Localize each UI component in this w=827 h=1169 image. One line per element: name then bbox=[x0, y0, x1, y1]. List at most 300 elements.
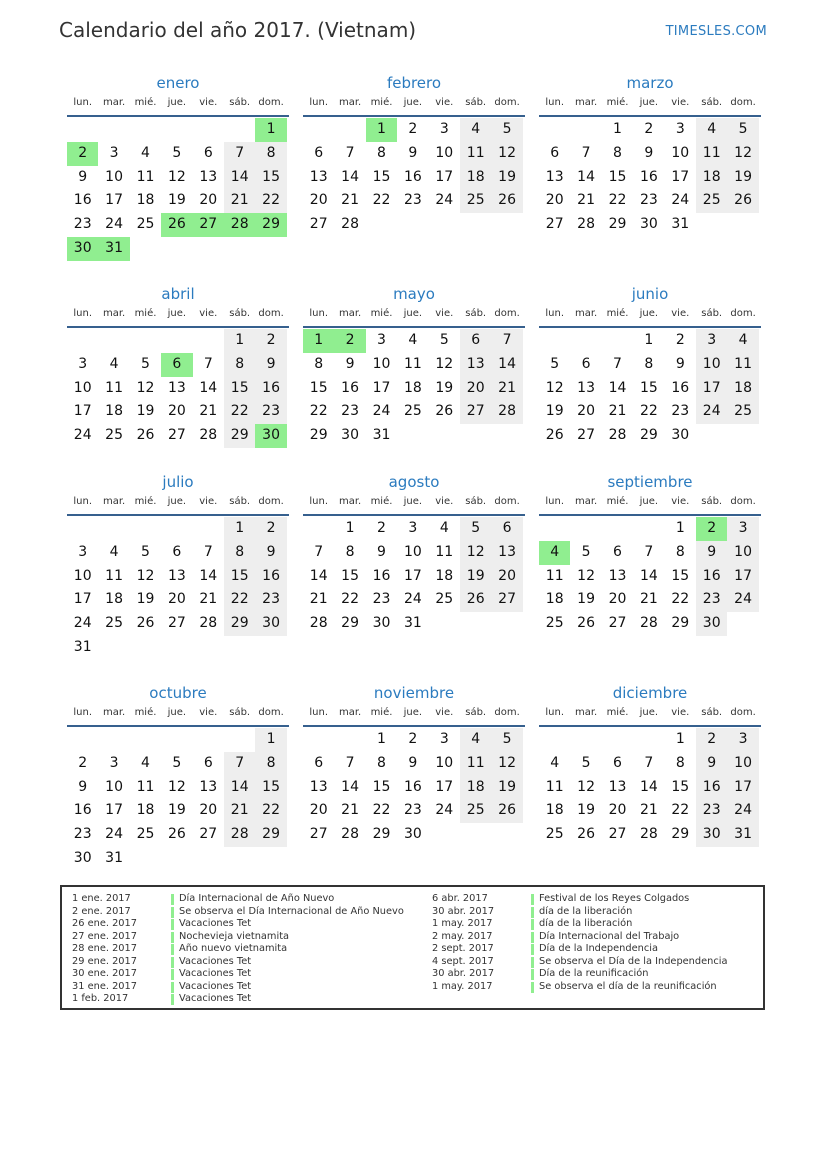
holiday-date: 27 ene. 2017 bbox=[72, 930, 138, 942]
day-cell: 15 bbox=[671, 778, 690, 795]
day-cell: 23 bbox=[73, 826, 92, 843]
weekday-label: mié. bbox=[606, 496, 629, 507]
day-cell: 23 bbox=[73, 216, 92, 233]
day-cell: 9 bbox=[78, 168, 88, 185]
day-cell: 14 bbox=[224, 776, 255, 800]
day-cell: 3 bbox=[109, 754, 119, 771]
day-cell: 13 bbox=[460, 353, 491, 377]
brand-link[interactable]: TIMESLES.COM bbox=[665, 24, 767, 39]
day-cell: 2 bbox=[696, 517, 727, 541]
day-cell: 24 bbox=[105, 826, 123, 843]
weekday-label: mié. bbox=[370, 707, 393, 718]
weekday-label: lun. bbox=[545, 707, 565, 718]
day-cell: 27 bbox=[193, 213, 224, 237]
day-cell: 26 bbox=[136, 615, 155, 632]
holiday-name: Año nuevo vietnamita bbox=[179, 943, 288, 954]
day-cell: 4 bbox=[539, 541, 570, 565]
weekday-label: lun. bbox=[73, 707, 93, 718]
day-cell: 12 bbox=[167, 168, 186, 185]
day-cell: 17 bbox=[403, 567, 422, 584]
day-cell: 12 bbox=[136, 379, 155, 396]
month-name: diciembre bbox=[612, 684, 688, 702]
day-cell: 1 bbox=[675, 731, 685, 747]
day-cell: 28 bbox=[199, 615, 218, 632]
day-cell: 6 bbox=[613, 754, 622, 771]
weekday-label: sáb. bbox=[229, 97, 251, 108]
day-cell: 15 bbox=[255, 776, 286, 800]
weekday-label: mié. bbox=[134, 97, 157, 108]
day-cell: 7 bbox=[613, 355, 622, 372]
day-cell: 1 bbox=[255, 728, 286, 752]
day-cell: 17 bbox=[105, 802, 123, 819]
day-cell: 16 bbox=[403, 168, 422, 185]
holiday-marker bbox=[171, 919, 174, 930]
weekday-label: dom. bbox=[730, 496, 756, 507]
day-cell: 8 bbox=[644, 355, 654, 372]
day-cell: 4 bbox=[141, 144, 150, 161]
holiday-name: Se observa el día de la reunificación bbox=[539, 980, 717, 992]
day-cell: 31 bbox=[727, 823, 758, 847]
day-cell: 21 bbox=[341, 802, 359, 819]
day-cell: 25 bbox=[460, 799, 491, 823]
day-cell: 22 bbox=[671, 591, 690, 608]
day-cell: 11 bbox=[403, 355, 422, 372]
weekday-label: sáb. bbox=[465, 496, 487, 507]
day-cell: 29 bbox=[671, 615, 690, 632]
weekday-label: mié. bbox=[606, 97, 629, 108]
day-cell: 25 bbox=[105, 427, 123, 444]
day-cell: 4 bbox=[109, 543, 119, 560]
day-cell: 8 bbox=[255, 752, 286, 776]
day-cell: 17 bbox=[671, 168, 690, 185]
holiday-name: día de la liberación bbox=[539, 905, 633, 917]
day-cell: 8 bbox=[613, 144, 622, 161]
day-cell: 6 bbox=[460, 329, 491, 353]
day-cell: 11 bbox=[460, 142, 491, 166]
day-cell: 10 bbox=[73, 567, 92, 584]
holiday-name: Festival de los Reyes Colgados bbox=[539, 893, 690, 904]
holiday-date: 30 abr. 2017 bbox=[432, 968, 495, 979]
day-cell: 11 bbox=[136, 168, 155, 185]
day-cell: 23 bbox=[403, 192, 422, 209]
weekday-label: sáb. bbox=[701, 496, 723, 507]
day-cell: 1 bbox=[613, 121, 622, 137]
weekday-label: sáb. bbox=[465, 308, 487, 319]
day-cell: 9 bbox=[408, 754, 418, 771]
day-cell: 25 bbox=[136, 216, 155, 233]
day-cell: 8 bbox=[255, 142, 286, 166]
weekday-label: dom. bbox=[258, 308, 284, 319]
day-cell: 22 bbox=[309, 403, 328, 420]
day-cell: 29 bbox=[309, 427, 328, 444]
weekday-label: lun. bbox=[545, 496, 565, 507]
day-cell: 4 bbox=[550, 754, 560, 771]
day-cell: 21 bbox=[224, 799, 255, 823]
weekday-label: sáb. bbox=[701, 707, 723, 718]
day-cell: 29 bbox=[341, 615, 359, 632]
day-cell: 22 bbox=[255, 189, 286, 213]
day-cell: 14 bbox=[341, 778, 359, 795]
day-cell: 12 bbox=[460, 541, 491, 565]
day-cell: 29 bbox=[372, 826, 391, 843]
day-cell: 2 bbox=[78, 754, 88, 771]
page-title: Calendario del año 2017. (Vietnam) bbox=[59, 18, 417, 42]
day-cell: 27 bbox=[608, 615, 627, 632]
day-cell: 24 bbox=[73, 615, 92, 632]
weekday-label: vie. bbox=[435, 496, 454, 507]
day-cell: 26 bbox=[545, 427, 564, 444]
day-cell: 24 bbox=[435, 192, 454, 209]
day-cell: 19 bbox=[491, 166, 522, 190]
weekday-label: lun. bbox=[309, 308, 329, 319]
day-cell: 18 bbox=[136, 192, 155, 209]
day-cell: 5 bbox=[141, 543, 150, 560]
day-cell: 28 bbox=[341, 826, 359, 843]
day-cell: 3 bbox=[377, 332, 386, 348]
day-cell: 5 bbox=[172, 144, 182, 161]
weekday-label: vie. bbox=[671, 496, 690, 507]
holiday-marker bbox=[171, 944, 174, 955]
holiday-marker bbox=[171, 969, 174, 980]
weekday-label: vie. bbox=[199, 97, 218, 108]
day-cell: 27 bbox=[167, 427, 186, 444]
holiday-marker bbox=[171, 994, 174, 1005]
day-cell: 12 bbox=[136, 567, 155, 584]
month-divider bbox=[67, 514, 289, 516]
day-cell: 8 bbox=[675, 543, 685, 560]
month-divider bbox=[539, 514, 761, 516]
day-cell: 15 bbox=[309, 379, 328, 396]
day-cell: 30 bbox=[671, 427, 690, 444]
day-cell: 12 bbox=[435, 355, 454, 372]
weekday-label: vie. bbox=[199, 308, 218, 319]
weekday-label: mié. bbox=[134, 496, 157, 507]
holiday-date: 1 may. 2017 bbox=[432, 980, 493, 992]
day-cell: 12 bbox=[727, 142, 758, 166]
weekday-label: vie. bbox=[435, 97, 454, 108]
day-cell: 24 bbox=[403, 591, 422, 608]
day-cell: 29 bbox=[639, 427, 658, 444]
day-cell: 17 bbox=[727, 565, 758, 589]
day-cell: 24 bbox=[372, 403, 391, 420]
day-cell: 3 bbox=[78, 543, 88, 560]
day-cell: 24 bbox=[671, 192, 690, 209]
day-cell: 28 bbox=[577, 216, 595, 233]
day-cell: 19 bbox=[491, 776, 522, 800]
weekday-label: sáb. bbox=[229, 496, 251, 507]
day-cell: 23 bbox=[255, 400, 286, 424]
weekday-label: vie. bbox=[435, 308, 454, 319]
month-divider bbox=[539, 725, 761, 727]
day-cell: 27 bbox=[460, 400, 491, 424]
holiday-date: 30 abr. 2017 bbox=[432, 905, 495, 917]
day-cell: 8 bbox=[345, 543, 355, 560]
day-cell: 20 bbox=[577, 403, 595, 420]
day-cell: 9 bbox=[255, 541, 286, 565]
day-cell: 30 bbox=[73, 850, 92, 866]
day-cell: 6 bbox=[203, 144, 213, 161]
day-cell: 17 bbox=[73, 403, 92, 420]
day-cell: 11 bbox=[727, 353, 758, 377]
day-cell: 8 bbox=[314, 355, 324, 372]
day-cell: 12 bbox=[491, 142, 522, 166]
day-cell: 4 bbox=[460, 728, 491, 752]
day-cell: 23 bbox=[639, 192, 658, 209]
day-cell: 24 bbox=[727, 588, 758, 612]
day-cell: 16 bbox=[73, 802, 92, 819]
day-cell: 30 bbox=[696, 612, 727, 636]
weekday-label: jue. bbox=[167, 97, 187, 108]
day-cell: 15 bbox=[372, 168, 391, 185]
day-cell: 7 bbox=[314, 543, 324, 560]
day-cell: 17 bbox=[372, 379, 391, 396]
day-cell: 16 bbox=[255, 377, 286, 401]
day-cell: 6 bbox=[314, 144, 324, 161]
day-cell: 10 bbox=[727, 752, 758, 776]
day-cell: 26 bbox=[577, 615, 595, 632]
day-cell: 28 bbox=[199, 427, 218, 444]
day-cell: 20 bbox=[309, 802, 328, 819]
day-cell: 20 bbox=[199, 192, 218, 209]
day-cell: 10 bbox=[696, 353, 727, 377]
day-cell: 26 bbox=[161, 213, 192, 237]
weekday-label: vie. bbox=[199, 707, 218, 718]
weekday-label: sáb. bbox=[701, 308, 723, 319]
day-cell: 6 bbox=[581, 355, 591, 372]
day-cell: 25 bbox=[460, 189, 491, 213]
day-cell: 13 bbox=[309, 778, 328, 795]
day-cell: 31 bbox=[372, 427, 391, 444]
day-cell: 13 bbox=[608, 567, 627, 584]
holiday-name: Día Internacional de Año Nuevo bbox=[179, 893, 335, 904]
day-cell: 8 bbox=[224, 353, 255, 377]
day-cell: 2 bbox=[696, 728, 727, 752]
holiday-date: 1 ene. 2017 bbox=[72, 893, 131, 904]
day-cell: 7 bbox=[203, 355, 213, 372]
day-cell: 26 bbox=[727, 189, 758, 213]
day-cell: 14 bbox=[639, 778, 658, 795]
month-name: enero bbox=[156, 74, 200, 92]
day-cell: 23 bbox=[372, 591, 391, 608]
day-cell: 16 bbox=[73, 192, 92, 209]
holiday-marker bbox=[171, 957, 174, 968]
day-cell: 18 bbox=[460, 776, 491, 800]
day-cell: 28 bbox=[491, 400, 522, 424]
holiday-date: 2 may. 2017 bbox=[432, 930, 493, 942]
weekday-label: mar. bbox=[338, 496, 362, 507]
day-cell: 21 bbox=[639, 802, 658, 819]
day-cell: 24 bbox=[696, 400, 727, 424]
month-divider bbox=[67, 115, 289, 117]
day-cell: 12 bbox=[577, 567, 595, 584]
weekday-label: sáb. bbox=[229, 308, 251, 319]
month-divider bbox=[303, 725, 525, 727]
day-cell: 3 bbox=[727, 728, 758, 752]
day-cell: 6 bbox=[613, 543, 622, 560]
day-cell: 14 bbox=[577, 168, 595, 185]
day-cell: 13 bbox=[545, 168, 564, 185]
day-cell: 24 bbox=[73, 427, 92, 444]
day-cell: 26 bbox=[491, 799, 522, 823]
day-cell: 7 bbox=[224, 142, 255, 166]
month-divider bbox=[303, 514, 525, 516]
weekday-label: jue. bbox=[403, 496, 423, 507]
day-cell: 30 bbox=[372, 615, 391, 632]
weekday-label: dom. bbox=[494, 97, 520, 108]
weekday-label: vie. bbox=[671, 308, 690, 319]
day-cell: 13 bbox=[167, 567, 186, 584]
weekday-label: vie. bbox=[435, 707, 454, 718]
weekday-label: lun. bbox=[545, 308, 565, 319]
month-name: abril bbox=[161, 285, 195, 303]
day-cell: 28 bbox=[341, 216, 359, 233]
day-cell: 21 bbox=[577, 192, 595, 209]
holiday-date: 30 ene. 2017 bbox=[72, 968, 138, 979]
day-cell: 27 bbox=[167, 615, 186, 632]
day-cell: 26 bbox=[136, 427, 155, 444]
day-cell: 21 bbox=[309, 591, 328, 608]
holiday-marker bbox=[531, 919, 534, 930]
day-cell: 21 bbox=[224, 189, 255, 213]
weekday-label: sáb. bbox=[465, 97, 487, 108]
day-cell: 26 bbox=[577, 826, 595, 843]
holiday-date: 6 abr. 2017 bbox=[432, 893, 488, 904]
day-cell: 1 bbox=[224, 517, 255, 541]
weekday-label: vie. bbox=[671, 97, 690, 108]
day-cell: 4 bbox=[460, 118, 491, 142]
day-cell: 3 bbox=[408, 520, 418, 536]
weekday-label: mar. bbox=[338, 308, 362, 319]
day-cell: 25 bbox=[545, 826, 564, 843]
day-cell: 21 bbox=[639, 591, 658, 608]
day-cell: 7 bbox=[345, 754, 355, 771]
day-cell: 1 bbox=[224, 329, 255, 353]
holiday-name: Vacaciones Tet bbox=[179, 993, 252, 1004]
day-cell: 24 bbox=[727, 799, 758, 823]
day-cell: 15 bbox=[341, 567, 359, 584]
weekday-label: dom. bbox=[258, 97, 284, 108]
day-cell: 11 bbox=[460, 752, 491, 776]
day-cell: 2 bbox=[255, 329, 286, 353]
day-cell: 17 bbox=[435, 778, 454, 795]
holiday-date: 2 ene. 2017 bbox=[72, 905, 131, 917]
day-cell: 20 bbox=[545, 192, 564, 209]
day-cell: 31 bbox=[671, 216, 690, 233]
holiday-marker bbox=[531, 969, 534, 980]
day-cell: 6 bbox=[550, 144, 560, 161]
day-cell: 25 bbox=[403, 403, 422, 420]
weekday-label: lun. bbox=[545, 97, 565, 108]
weekday-label: dom. bbox=[258, 707, 284, 718]
day-cell: 10 bbox=[105, 168, 123, 185]
day-cell: 17 bbox=[435, 168, 454, 185]
day-cell: 7 bbox=[203, 543, 213, 560]
day-cell: 29 bbox=[224, 612, 255, 636]
holiday-date: 28 ene. 2017 bbox=[72, 943, 138, 954]
day-cell: 16 bbox=[671, 379, 690, 396]
day-cell: 15 bbox=[639, 379, 658, 396]
day-cell: 4 bbox=[109, 355, 119, 372]
weekday-label: mié. bbox=[370, 496, 393, 507]
weekday-label: jue. bbox=[403, 707, 423, 718]
day-cell: 22 bbox=[341, 591, 359, 608]
weekday-label: dom. bbox=[730, 707, 756, 718]
weekday-label: vie. bbox=[671, 707, 690, 718]
weekday-label: jue. bbox=[167, 308, 187, 319]
day-cell: 9 bbox=[408, 144, 418, 161]
day-cell: 2 bbox=[644, 121, 654, 137]
day-cell: 23 bbox=[403, 802, 422, 819]
weekday-label: mié. bbox=[370, 308, 393, 319]
day-cell: 27 bbox=[199, 826, 218, 843]
day-cell: 4 bbox=[439, 520, 449, 536]
day-cell: 20 bbox=[491, 565, 522, 589]
month-name: noviembre bbox=[373, 684, 455, 702]
day-cell: 14 bbox=[309, 567, 328, 584]
day-cell: 25 bbox=[435, 591, 454, 608]
holiday-marker bbox=[531, 944, 534, 955]
month-name: septiembre bbox=[607, 473, 693, 491]
holiday-date: 4 sept. 2017 bbox=[432, 955, 494, 967]
day-cell: 14 bbox=[224, 166, 255, 190]
day-cell: 15 bbox=[255, 166, 286, 190]
day-cell: 5 bbox=[727, 118, 758, 142]
month-divider bbox=[303, 326, 525, 328]
day-cell: 5 bbox=[172, 754, 182, 771]
day-cell: 28 bbox=[224, 213, 255, 237]
day-cell: 8 bbox=[377, 144, 386, 161]
month-divider bbox=[67, 725, 289, 727]
day-cell: 16 bbox=[255, 565, 286, 589]
day-cell: 23 bbox=[696, 799, 727, 823]
day-cell: 23 bbox=[341, 403, 359, 420]
day-cell: 16 bbox=[341, 379, 359, 396]
holiday-marker bbox=[171, 894, 174, 905]
day-cell: 16 bbox=[696, 565, 727, 589]
day-cell: 19 bbox=[577, 591, 595, 608]
weekday-label: lun. bbox=[309, 496, 329, 507]
day-cell: 9 bbox=[78, 778, 88, 795]
day-cell: 31 bbox=[98, 237, 129, 261]
day-cell: 21 bbox=[608, 403, 627, 420]
day-cell: 27 bbox=[309, 826, 328, 843]
day-cell: 22 bbox=[255, 799, 286, 823]
day-cell: 27 bbox=[491, 588, 522, 612]
weekday-label: sáb. bbox=[701, 97, 723, 108]
month-divider bbox=[303, 115, 525, 117]
weekday-label: mar. bbox=[574, 496, 598, 507]
weekday-label: jue. bbox=[639, 308, 659, 319]
weekday-label: lun. bbox=[309, 97, 329, 108]
day-cell: 10 bbox=[435, 144, 454, 161]
day-cell: 10 bbox=[435, 754, 454, 771]
month-name: febrero bbox=[386, 74, 442, 92]
holiday-name: Vacaciones Tet bbox=[179, 980, 252, 992]
day-cell: 19 bbox=[545, 403, 564, 420]
weekday-label: dom. bbox=[258, 496, 284, 507]
day-cell: 14 bbox=[608, 379, 627, 396]
day-cell: 25 bbox=[136, 826, 155, 843]
day-cell: 24 bbox=[105, 216, 123, 233]
day-cell: 2 bbox=[675, 332, 685, 348]
day-cell: 18 bbox=[136, 802, 155, 819]
day-cell: 14 bbox=[491, 353, 522, 377]
day-cell: 29 bbox=[671, 826, 690, 843]
weekday-label: mar. bbox=[102, 707, 126, 718]
day-cell: 6 bbox=[172, 543, 182, 560]
weekday-label: mar. bbox=[338, 707, 362, 718]
day-cell: 9 bbox=[345, 355, 355, 372]
